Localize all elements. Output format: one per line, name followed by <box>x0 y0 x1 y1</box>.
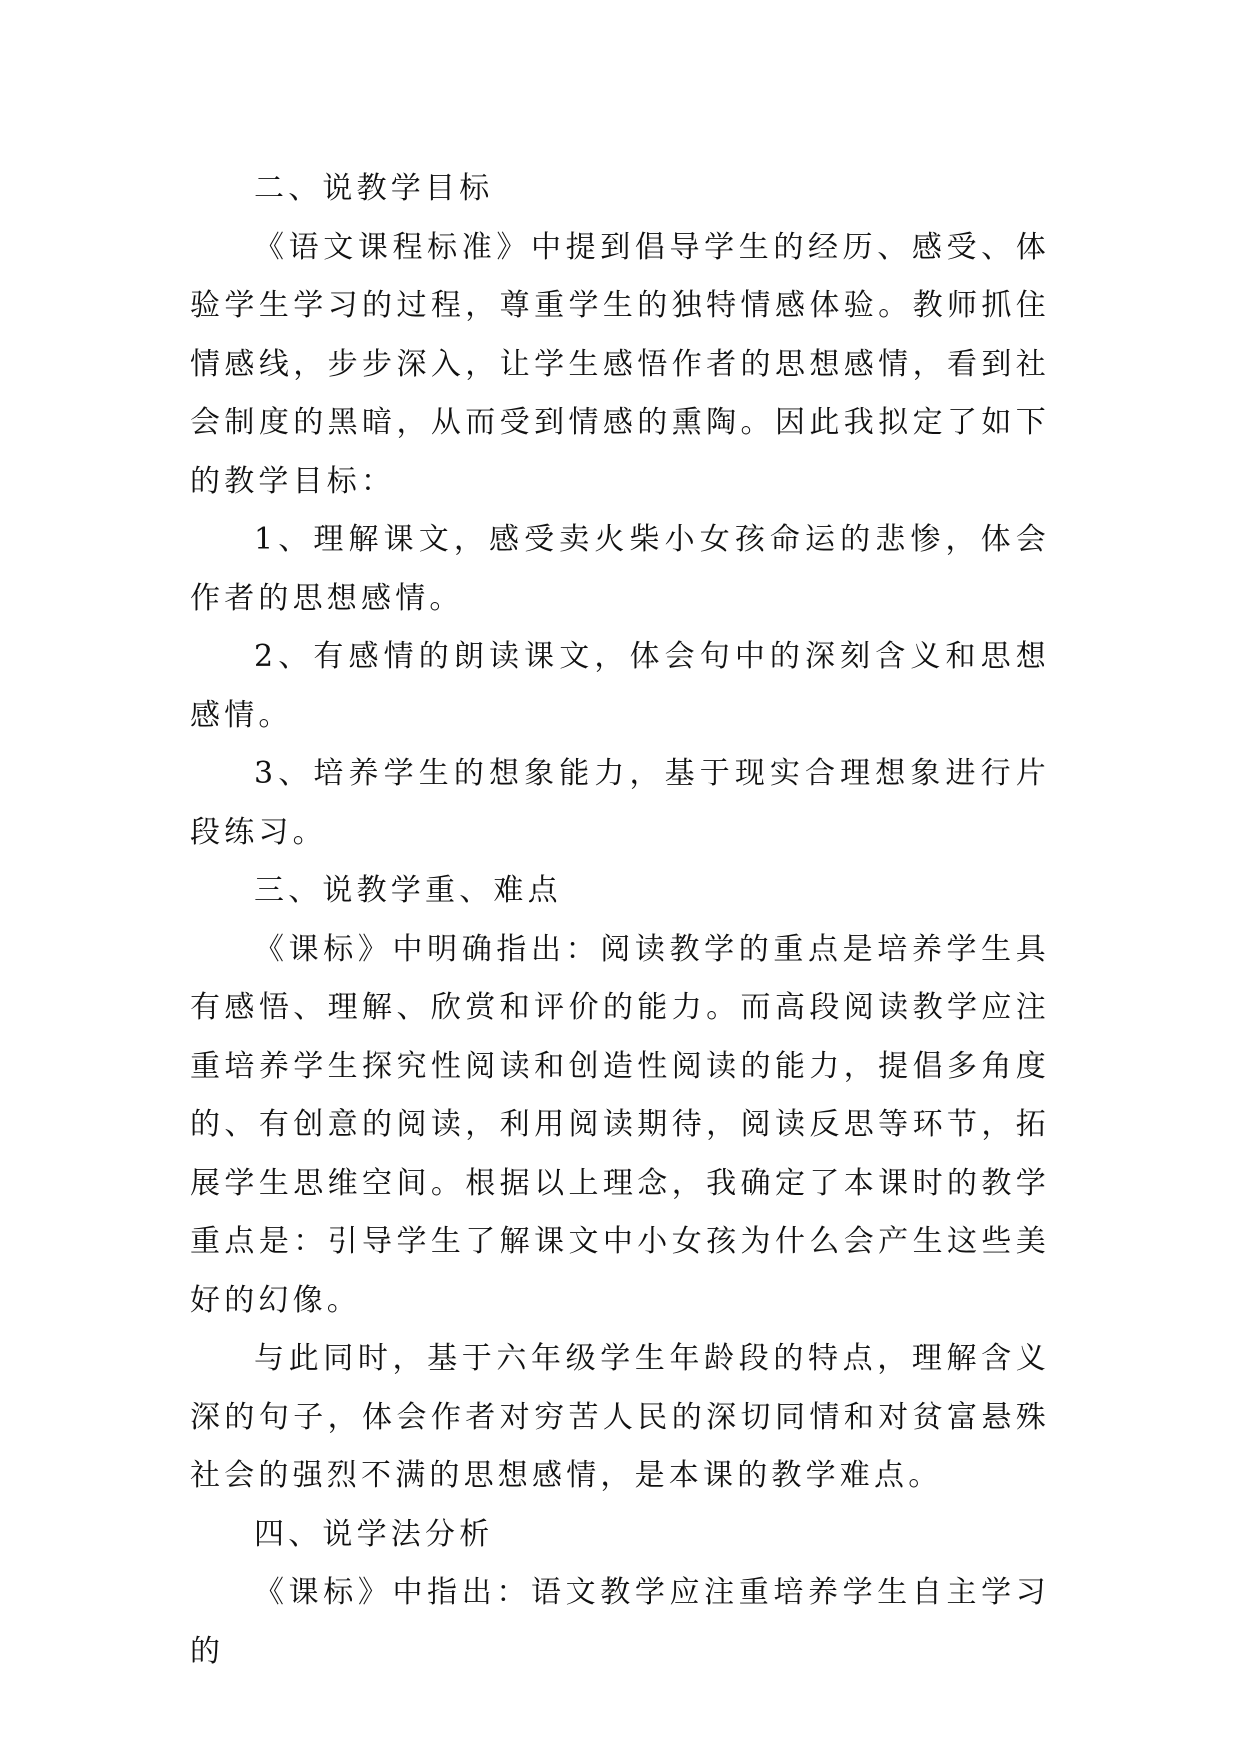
document-page <box>190 160 1050 1681</box>
paragraph-difficulties: 与此同时，基于六年级学生年龄段的特点，理解含义深的句子，体会作者对穷苦人民的深切同情和对贫富悬殊社会的强烈不满的思想感情，是本课的教学难点。 <box>190 1341 1050 1493</box>
section-heading-key-points: 三、说教学重、难点 <box>254 873 562 908</box>
section-heading-teaching-goals: 二、说教学目标 <box>254 171 494 206</box>
goal-item-1: 1、理解课文，感受卖火柴小女孩命运的悲惨，体会作者的思想感情。 <box>190 522 1050 616</box>
goal-item-2: 2、有感情的朗读课文，体会句中的深刻含义和思想感情。 <box>190 639 1050 733</box>
paragraph-key-points: 《课标》中明确指出：阅读教学的重点是培养学生具有感悟、理解、欣赏和评价的能力。而高段阅读教学应注重培养学生探究性阅读和创造性阅读的能力，提倡多角度的、有创意的阅读，利用阅读期待，阅读反思等环节，拓展学生思维空间。根据以上理念，我确定了本课时的教学重点是：引导学生了解课文中小女孩为什么会产生这些美好的幻像。 <box>190 931 1050 1318</box>
section-heading-learning-methods: 四、说学法分析 <box>254 1516 494 1552</box>
paragraph-curriculum-standard: 《语文课程标准》中提到倡导学生的经历、感受、体验学生学习的过程，尊重学生的独特情感体验。教师抓住情感线，步步深入，让学生感悟作者的思想感情，看到社会制度的黑暗，从而受到情感的熏陶。因此我拟定了如下的教学目标： <box>190 229 1050 499</box>
goal-item-3: 3、培养学生的想象能力，基于现实合理想象进行片段练习。 <box>190 756 1050 850</box>
paragraph-learning-methods: 《课标》中指出：语文教学应注重培养学生自主学习的 <box>190 1575 1050 1669</box>
